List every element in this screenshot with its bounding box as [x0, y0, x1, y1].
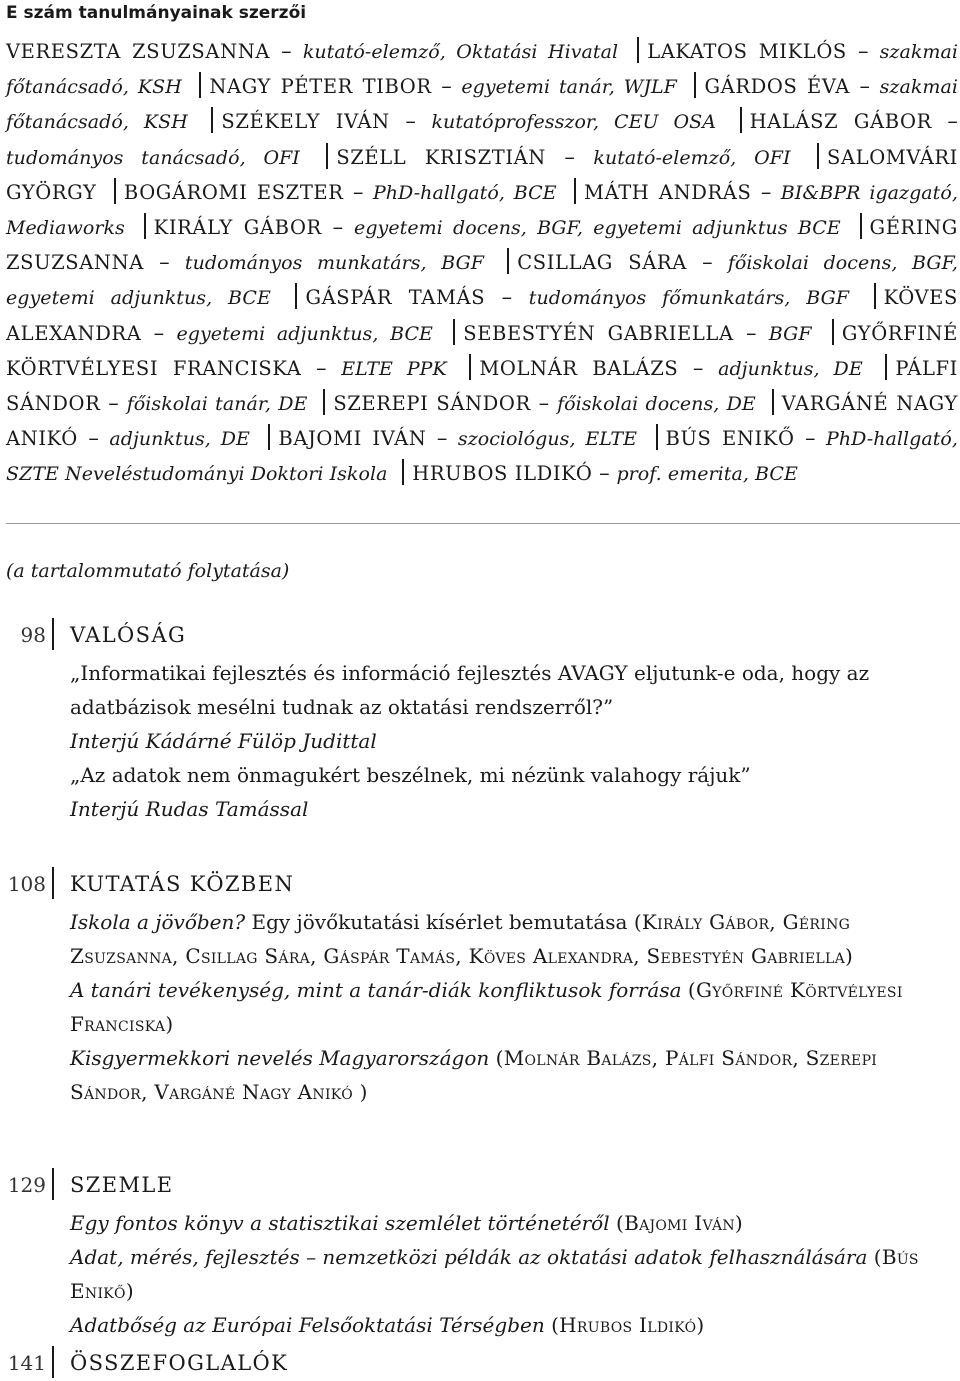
- author-name: CSILLAG SÁRA: [517, 251, 687, 275]
- author-name: GÁSPÁR TAMÁS: [305, 286, 486, 310]
- author-name: KÖVES ALEXANDRA: [6, 286, 958, 345]
- authors-list: [6, 34, 958, 492]
- author-entry: HALÁSZ GÁBOR – tudományos tanácsadó, OFI: [6, 109, 958, 169]
- section-separator: [52, 1346, 54, 1378]
- author-entry: VERESZTA ZSUZSANNA – kutató-elemző, Oktatási Hivatal: [6, 39, 619, 63]
- author-separator: [772, 389, 774, 415]
- author-separator: [199, 72, 201, 98]
- author-role: főiskolai docens, BGF, egyetemi adjunktus, BCE: [6, 252, 958, 310]
- author-entry: SZÉKELY IVÁN – kutatóprofesszor, CEU OSA: [221, 109, 716, 134]
- toc-entry[interactable]: [70, 905, 954, 973]
- entry-authors: (Molnár Balázs, Pálfi Sándor, Szerepi Sándor, Vargáné Nagy Anikó ): [70, 1046, 878, 1104]
- author-role: tudományos tanácsadó, OFI: [6, 146, 300, 169]
- author-name: PÁLFI SÁNDOR: [6, 356, 958, 416]
- author-role: adjunktus, DE: [718, 357, 863, 380]
- author-entry: MÁTH ANDRÁS – BI&BPR igazgató, Mediaworks: [6, 179, 958, 240]
- author-role: szakmai főtanácsadó, KSH: [6, 76, 958, 134]
- toc-entry[interactable]: [70, 1308, 954, 1342]
- toc-entry[interactable]: [70, 656, 954, 724]
- author-entry: BÚS ENIKŐ – PhD-hallgató, SZTE Neveléstudományi Doktori Iskola: [6, 426, 959, 486]
- author-role: BGF: [768, 322, 812, 345]
- toc-entry[interactable]: [70, 724, 954, 758]
- entry-subtitle: Egy jövőkutatási kísérlet bemutatása: [251, 910, 628, 934]
- author-role: szakmai főtanácsadó, KSH: [6, 41, 958, 99]
- author-role: prof. emerita, BCE: [616, 463, 798, 486]
- author-entry: GÁSPÁR TAMÁS – tudományos főmunkatárs, BGF: [305, 285, 850, 310]
- author-name: MÁTH ANDRÁS: [584, 180, 752, 204]
- author-separator: [832, 319, 834, 345]
- authors-heading: E szám tanulmányainak szerzői: [6, 3, 307, 23]
- author-separator: [637, 37, 639, 63]
- section-page-number: 108: [7, 872, 46, 896]
- author-entry: GYŐRFINÉ KÖRTVÉLYESI FRANCISKA – ELTE PPK: [6, 321, 958, 380]
- entry-authors: (Bajomi Iván): [615, 1211, 744, 1235]
- toc-entry[interactable]: [70, 973, 954, 1041]
- author-entry: LAKATOS MIKLÓS – szakmai főtanácsadó, KSH: [6, 39, 958, 99]
- section-page-number: 129: [7, 1173, 46, 1197]
- entry-title: Adat, mérés, fejlesztés – nemzetközi példák az oktatási adatok felhasználására: [70, 1245, 868, 1269]
- section-entries: [70, 905, 954, 1109]
- author-separator: [211, 107, 213, 133]
- author-name: HRUBOS ILDIKÓ: [412, 462, 593, 486]
- author-separator: [860, 213, 862, 239]
- author-name: GÉRING ZSUZSANNA: [6, 216, 958, 275]
- entry-title: Egy fontos könyv a statisztikai szemlélet történetéről: [70, 1211, 610, 1235]
- entry-authors: (Bús Enikő): [70, 1245, 919, 1303]
- author-separator: [817, 143, 819, 169]
- author-name: SZEREPI SÁNDOR: [333, 392, 531, 416]
- author-entry: HRUBOS ILDIKÓ – prof. emerita, BCE: [412, 461, 798, 486]
- author-role: egyetemi docens, BGF, egyetemi adjunktus BCE: [354, 217, 841, 240]
- author-separator: [326, 143, 328, 169]
- author-name: BOGÁROMI ESZTER: [123, 180, 344, 204]
- author-entry: GÉRING ZSUZSANNA – tudományos munkatárs, BGF: [6, 216, 958, 275]
- section-separator: [52, 1168, 54, 1200]
- author-name: SALOMVÁRI GYÖRGY: [6, 145, 958, 204]
- toc-entry[interactable]: [70, 758, 954, 792]
- author-name: BAJOMI IVÁN: [278, 427, 427, 451]
- section-separator: [52, 867, 54, 899]
- author-name: LAKATOS MIKLÓS: [647, 40, 847, 63]
- entry-title: Adatbőség az Európai Felsőoktatási Térségben: [70, 1313, 545, 1337]
- author-separator: [268, 424, 270, 450]
- section-page-number: 98: [20, 623, 46, 647]
- author-role: kutató-elemző, OFI: [593, 146, 791, 169]
- divider: [6, 523, 960, 524]
- author-entry: CSILLAG SÁRA – főiskolai docens, BGF, egyetemi adjunktus, BCE: [6, 250, 958, 310]
- author-entry: NAGY PÉTER TIBOR – egyetemi tanár, WJLF: [209, 74, 677, 99]
- author-name: VERESZTA ZSUZSANNA: [6, 40, 271, 63]
- entry-authors: (Győrfiné Körtvélyesi Franciska): [70, 978, 903, 1036]
- author-separator: [740, 107, 742, 133]
- author-entry: MOLNÁR BALÁZS – adjunktus, DE: [479, 355, 863, 380]
- entry-title: Kisgyermekkori nevelés Magyarországon: [70, 1046, 490, 1070]
- entry-title: A tanári tevékenység, mint a tanár-diák konfliktusok forrása: [70, 978, 682, 1002]
- author-separator: [507, 248, 509, 274]
- entry-title: Interjú Rudas Tamással: [70, 797, 309, 821]
- author-separator: [656, 424, 658, 450]
- author-separator: [114, 178, 116, 204]
- author-entry: SEBESTYÉN GABRIELLA – BGF: [463, 320, 812, 345]
- author-entry: SZEREPI SÁNDOR – főiskolai docens, DE: [333, 391, 756, 416]
- author-name: KIRÁLY GÁBOR: [153, 216, 322, 240]
- toc-entry[interactable]: [70, 1041, 954, 1109]
- author-role: kutató-elemző, Oktatási Hivatal: [302, 41, 619, 63]
- section-separator: [52, 618, 54, 650]
- author-role: egyetemi tanár, WJLF: [461, 76, 677, 99]
- author-entry: BOGÁROMI ESZTER – PhD-hallgató, BCE: [123, 179, 557, 204]
- section-entries: [70, 1206, 954, 1342]
- author-entry: PÁLFI SÁNDOR – főiskolai tanár, DE: [6, 356, 958, 416]
- author-name: GYŐRFINÉ KÖRTVÉLYESI FRANCISKA: [6, 321, 958, 380]
- section-title: KUTATÁS KÖZBEN: [70, 872, 295, 896]
- entry-authors: (Hrubos Ildikó): [551, 1313, 705, 1337]
- author-name: MOLNÁR BALÁZS: [479, 356, 679, 380]
- author-name: NAGY PÉTER TIBOR: [209, 75, 432, 99]
- toc-entry[interactable]: [70, 1206, 954, 1240]
- author-name: SZÉLL KRISZTIÁN: [336, 145, 546, 169]
- author-role: tudományos munkatárs, BGF: [184, 252, 485, 275]
- author-separator: [574, 178, 576, 204]
- author-name: SZÉKELY IVÁN: [221, 110, 390, 134]
- author-separator: [874, 283, 876, 309]
- author-entry: VARGÁNÉ NAGY ANIKÓ – adjunktus, DE: [6, 392, 958, 451]
- author-name: HALÁSZ GÁBOR: [749, 110, 932, 134]
- author-separator: [469, 354, 471, 380]
- author-separator: [295, 283, 297, 309]
- entry-title: Interjú Kádárné Fülöp Judittal: [70, 729, 377, 753]
- author-role: PhD-hallgató, BCE: [372, 181, 557, 204]
- author-entry: KIRÁLY GÁBOR – egyetemi docens, BGF, egyetemi adjunktus BCE: [153, 215, 841, 240]
- section-entries: [70, 656, 954, 826]
- section-title: SZEMLE: [70, 1173, 174, 1197]
- author-role: főiskolai docens, DE: [557, 393, 756, 416]
- author-separator: [144, 213, 146, 239]
- author-separator: [694, 72, 696, 98]
- author-role: kutatóprofesszor, CEU OSA: [431, 111, 716, 134]
- author-entry: BAJOMI IVÁN – szociológus, ELTE: [278, 426, 638, 451]
- toc-entry[interactable]: [70, 1240, 954, 1308]
- section-page-number: 141: [7, 1351, 46, 1375]
- author-separator: [323, 389, 325, 415]
- section-title: ÖSSZEFOGLALÓK: [70, 1351, 289, 1375]
- author-name: SEBESTYÉN GABRIELLA: [463, 321, 734, 345]
- author-role: adjunktus, DE: [109, 428, 250, 451]
- author-entry: GÁRDOS ÉVA – szakmai főtanácsadó, KSH: [6, 74, 958, 134]
- continuation-note: (a tartalommutató folytatása): [6, 560, 290, 582]
- author-role: tudományos főmunkatárs, BGF: [528, 287, 850, 310]
- entry-title: Iskola a jövőben?: [70, 910, 246, 934]
- author-role: BI&BPR igazgató, Mediaworks: [6, 181, 958, 240]
- author-role: szociológus, ELTE: [457, 428, 638, 451]
- entry-title: „Informatikai fejlesztés és információ fejlesztés AVAGY eljutunk-e oda, hogy az adatbázisok mesélni tudnak az oktatási rendszerről?”: [70, 661, 870, 719]
- author-name: GÁRDOS ÉVA: [704, 75, 850, 99]
- author-entry: KÖVES ALEXANDRA – egyetemi adjunktus, BCE: [6, 286, 958, 345]
- author-role: PhD-hallgató, SZTE Neveléstudományi Doktori Iskola: [6, 428, 959, 486]
- toc-entry[interactable]: [70, 792, 954, 826]
- section-title: VALÓSÁG: [70, 623, 187, 647]
- author-entry: SZÉLL KRISZTIÁN – kutató-elemző, OFI: [336, 144, 791, 169]
- author-role: ELTE PPK: [341, 357, 447, 380]
- author-name: VARGÁNÉ NAGY ANIKÓ: [6, 392, 958, 451]
- author-separator: [402, 459, 404, 485]
- author-name: BÚS ENIKŐ: [665, 427, 795, 451]
- entry-authors: (Király Gábor, Géring Zsuzsanna, Csillag Sára, Gáspár Tamás, Köves Alexandra, Sebestyén Gabriella): [70, 910, 854, 968]
- author-separator: [885, 354, 887, 380]
- entry-title: „Az adatok nem önmagukért beszélnek, mi nézünk valahogy rájuk”: [70, 763, 751, 787]
- author-separator: [453, 319, 455, 345]
- author-role: egyetemi adjunktus, BCE: [176, 322, 433, 345]
- author-role: főiskolai tanár, DE: [126, 393, 308, 416]
